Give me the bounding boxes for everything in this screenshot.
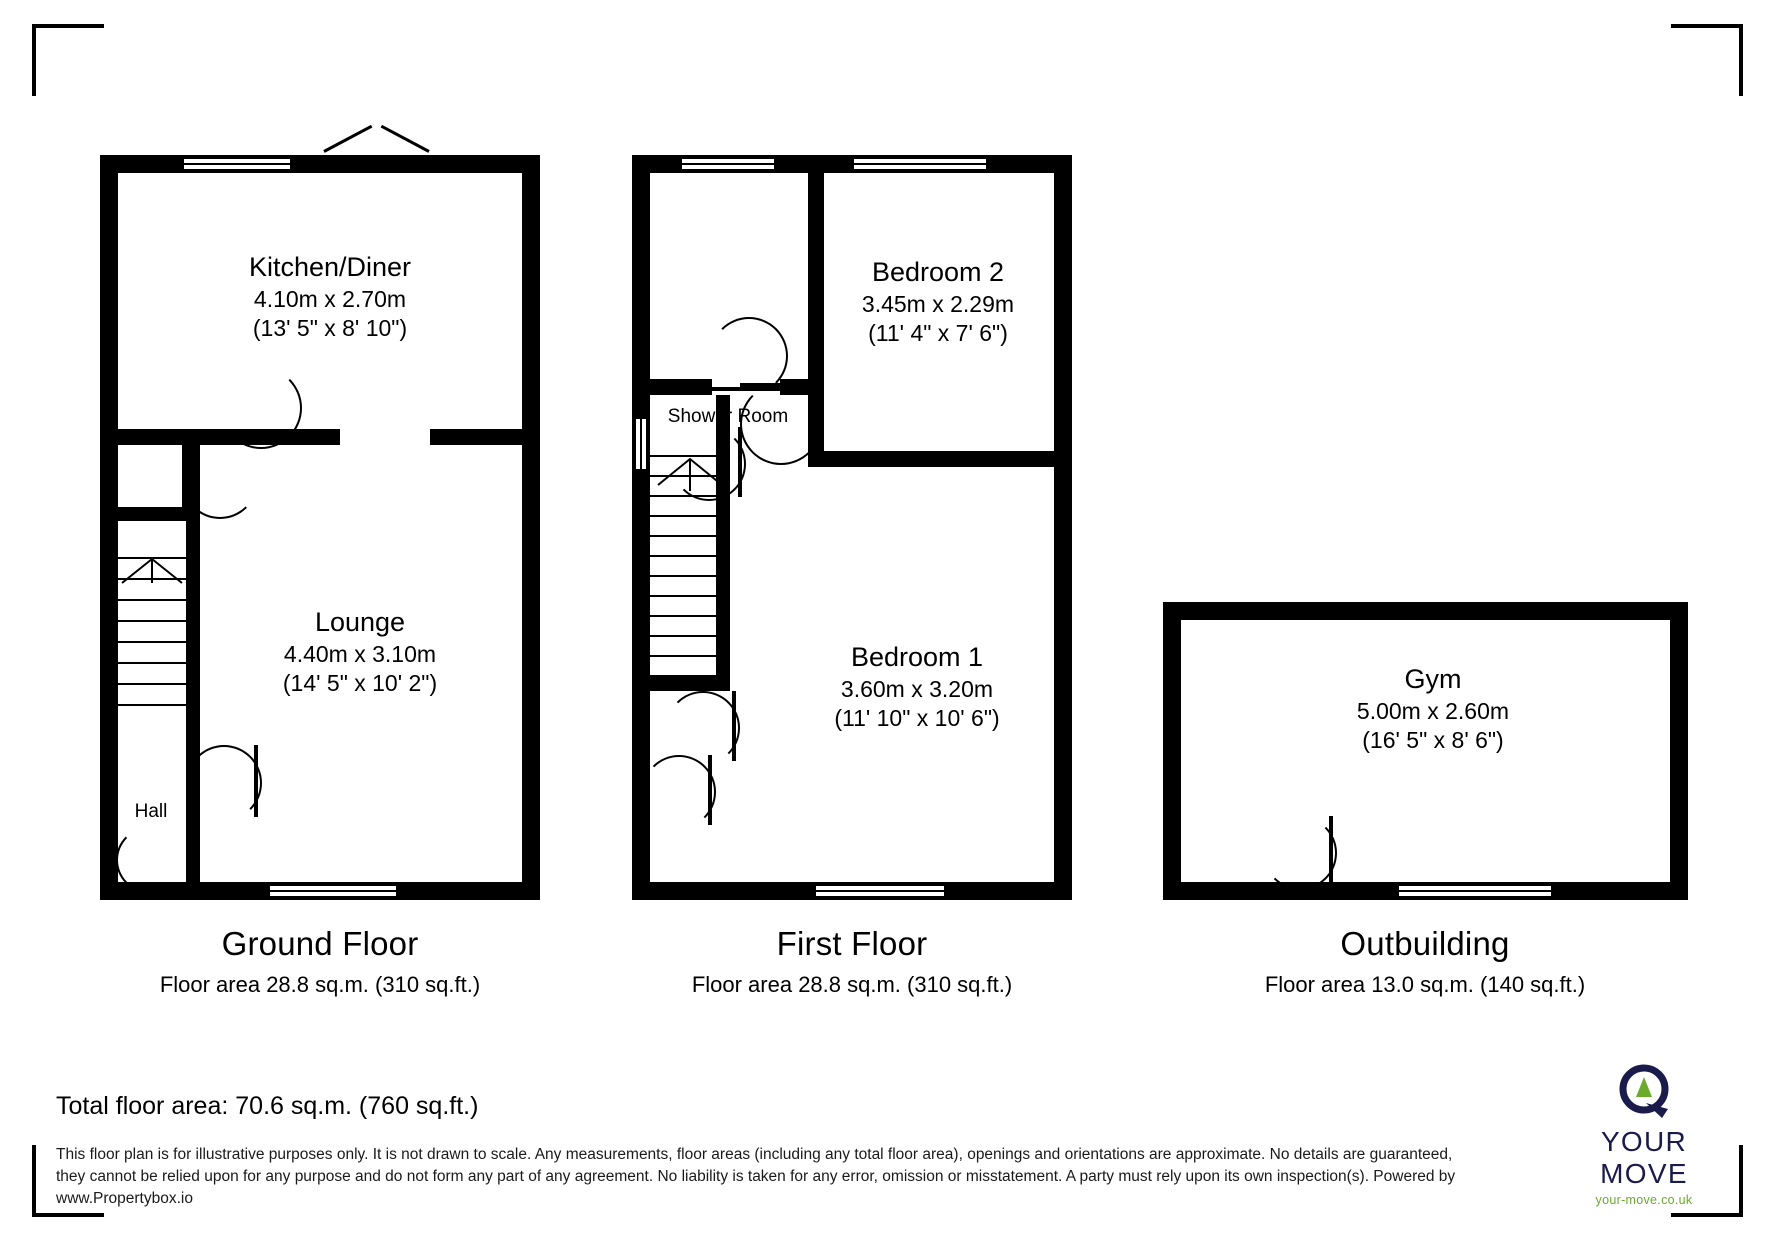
room-dimensions-metric: 5.00m x 2.60m: [1356, 697, 1510, 724]
room-label-hall: [106, 800, 196, 824]
door-kitchen-external: [324, 135, 429, 169]
wall-bedroom-divider: [808, 451, 1072, 467]
door-front-entrance: [116, 827, 178, 889]
room-label-kitchen-diner: [180, 250, 480, 343]
door-hall-lounge-upper: [182, 443, 254, 515]
your-move-logo-icon: [1613, 1060, 1675, 1122]
floor-area: Floor area 13.0 sq.m. (140 sq.ft.): [1264, 972, 1586, 997]
window-gym: [1397, 884, 1553, 898]
window-lounge-rear: [268, 884, 398, 898]
room-name: Kitchen/Diner: [248, 252, 412, 282]
wall-hall-stair-right: [186, 507, 200, 900]
brand-url: your-move.co.uk: [1595, 1193, 1693, 1207]
room-dimensions-imperial: (11' 4" x 7' 6"): [868, 319, 1008, 346]
crop-mark-top-right: [1671, 24, 1743, 96]
floor-name: Outbuilding: [1340, 925, 1510, 962]
room-name: Bedroom 2: [871, 257, 1005, 287]
window-landing-side: [634, 417, 648, 471]
floor-title-ground: [60, 925, 580, 998]
window-bedroom-2: [852, 157, 988, 171]
room-dimensions-imperial: (13' 5" x 8' 10"): [252, 314, 408, 341]
room-name: Gym: [1404, 664, 1462, 694]
room-dimensions-imperial: (14' 5" x 10' 2"): [282, 669, 438, 696]
floor-title-outbuilding: [1165, 925, 1685, 998]
room-name: Shower Room: [667, 406, 789, 427]
door-hall-kitchen: [220, 367, 298, 445]
door-shower-room: [710, 317, 784, 391]
room-name: Hall: [134, 801, 168, 822]
floor-name: First Floor: [776, 925, 928, 962]
room-dimensions-metric: 3.45m x 2.29m: [861, 290, 1015, 317]
ground-floor-plan: [100, 155, 540, 900]
room-dimensions-imperial: (11' 10" x 10' 6"): [834, 704, 1000, 731]
wall-internal-kitchen-lounge-right: [430, 429, 540, 445]
brand-logo: [1553, 1060, 1735, 1207]
room-label-lounge: [210, 605, 510, 698]
stairs-direction-arrow: [652, 451, 728, 497]
brand-name: YOUR MOVE: [1600, 1126, 1688, 1189]
floor-name: Ground Floor: [221, 925, 419, 962]
floor-title-first: [592, 925, 1112, 998]
total-floor-area: Total floor area: 70.6 sq.m. (760 sq.ft.): [56, 1092, 479, 1120]
floor-area: Floor area 28.8 sq.m. (310 sq.ft.): [691, 972, 1013, 997]
room-name: Lounge: [314, 607, 406, 637]
room-label-bedroom-1: [777, 640, 1057, 733]
crop-mark-top-left: [32, 24, 104, 96]
stairs-direction-arrow: [118, 553, 188, 593]
door-bedroom-1-lower: [642, 755, 712, 825]
wall-exterior-right: [1670, 602, 1688, 900]
wall-exterior-top: [1163, 602, 1688, 620]
room-dimensions-metric: 4.10m x 2.70m: [253, 285, 407, 312]
first-floor-plan: [632, 155, 1072, 900]
wall-exterior-left: [100, 155, 118, 900]
room-label-shower-room: [648, 405, 808, 429]
room-dimensions-imperial: (16' 5" x 8' 6"): [1362, 726, 1504, 753]
door-gym-entrance: [1263, 816, 1333, 886]
disclaimer-text: This floor plan is for illustrative purposes only. It is not drawn to scale. Any measurements, floor areas (including any total floor area), openings and orientations are approximate. No details are guaranteed, they cannot be relied upon for any purpose and do not form any part of any agreement. No liability is taken for any error, omission or misstatement. A party must rely upon its own inspection(s). Powered by www.Propertybox.io: [56, 1146, 1456, 1207]
room-dimensions-metric: 4.40m x 3.10m: [283, 640, 437, 667]
wall-exterior-top: [100, 155, 540, 173]
window-bedroom-1: [814, 884, 946, 898]
room-label-gym: [1293, 662, 1573, 755]
room-label-bedroom-2: [798, 255, 1078, 348]
door-hall-lounge-lower: [186, 745, 258, 817]
floor-area: Floor area 28.8 sq.m. (310 sq.ft.): [159, 972, 481, 997]
window-shower-room: [680, 157, 776, 171]
room-dimensions-metric: 3.60m x 3.20m: [840, 675, 994, 702]
wall-exterior-left: [1163, 602, 1181, 900]
room-name: Bedroom 1: [850, 642, 984, 672]
door-bedroom-1: [666, 691, 736, 761]
window-kitchen-front: [182, 157, 292, 171]
wall-shower-room-bottom: [632, 379, 712, 395]
outbuilding-plan: [1163, 602, 1688, 900]
wall-exterior-right: [522, 155, 540, 900]
